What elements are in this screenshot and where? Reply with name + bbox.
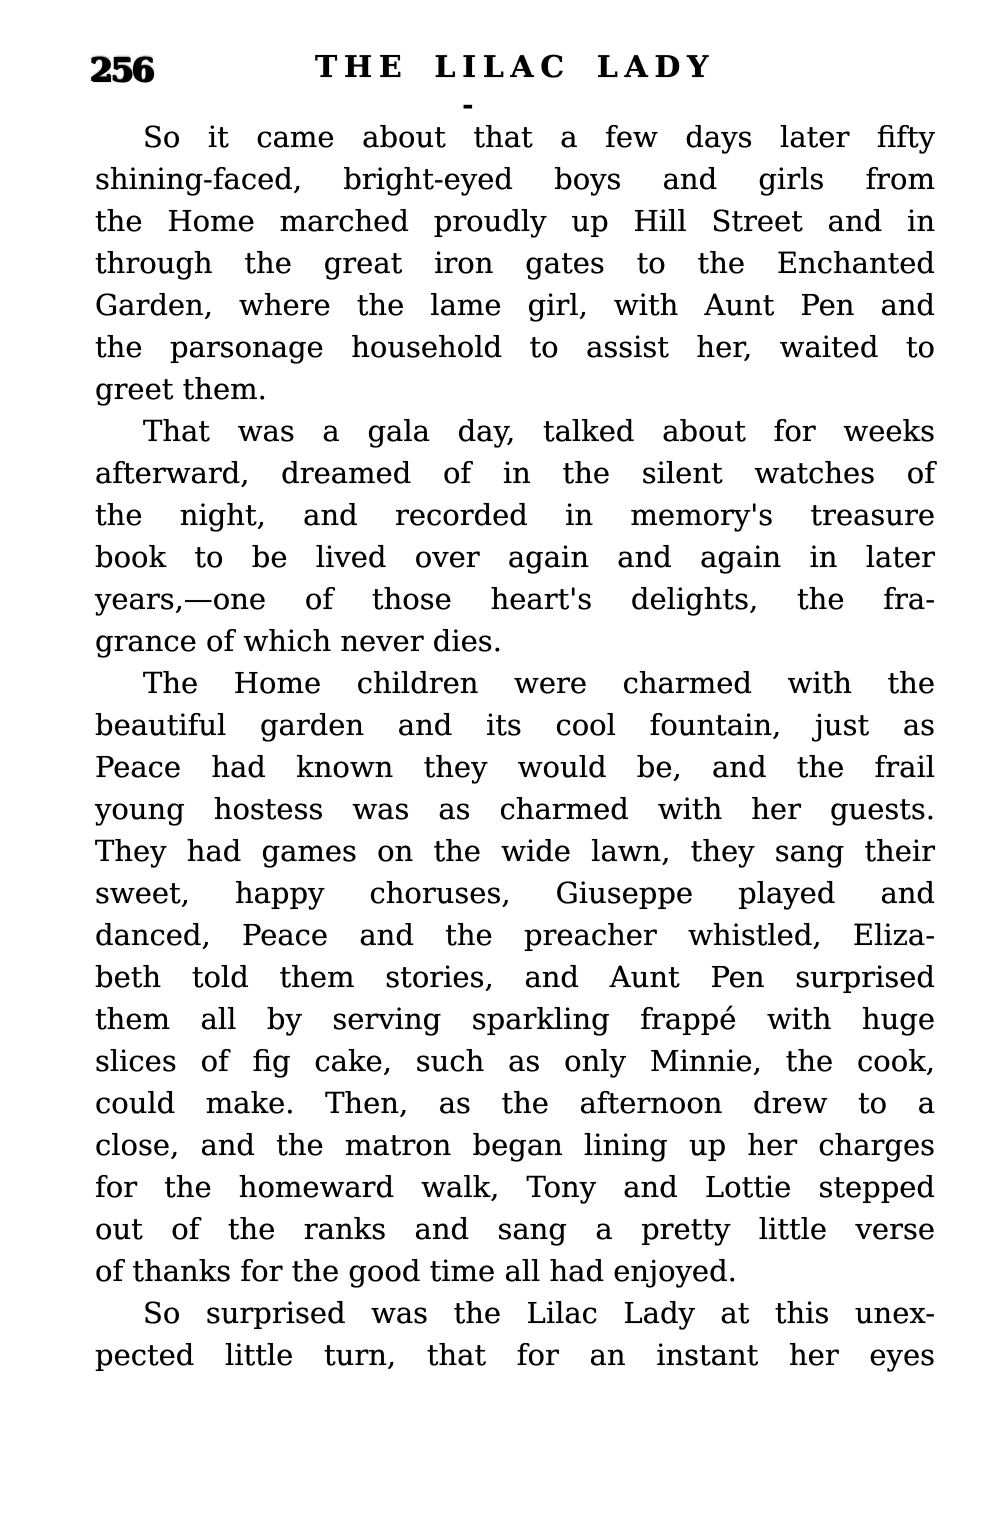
text-line: slices of fig cake, such as only Minnie, the cook,	[95, 1044, 935, 1078]
page-number: 256	[90, 50, 153, 89]
text-line: out of the ranks and sang a pretty little verse	[95, 1212, 935, 1246]
body-text	[95, 116, 935, 1376]
text-line: afterward, dreamed of in the silent watches of	[95, 456, 935, 490]
text-line: beth told them stories, and Aunt Pen surprised	[95, 960, 935, 994]
text-line: through the great iron gates to the Enchanted	[95, 246, 935, 280]
text-line: shining-faced, bright-eyed boys and girls from	[95, 162, 935, 196]
running-title: THE LILAC LADY	[315, 50, 715, 85]
text-line: for the homeward walk, Tony and Lottie stepped	[95, 1170, 935, 1204]
text-line: They had games on the wide lawn, they sang their	[95, 834, 935, 868]
text-line: sweet, happy choruses, Giuseppe played and	[95, 876, 935, 910]
text-line: Peace had known they would be, and the frail	[95, 750, 935, 784]
text-line: the night, and recorded in memory's treasure	[95, 498, 935, 532]
text-line: them all by serving sparkling frappé with huge	[95, 1002, 935, 1036]
text-line: Garden, where the lame girl, with Aunt Pen and	[95, 288, 935, 322]
text-line: pected little turn, that for an instant her eyes	[95, 1338, 935, 1372]
text-line: So surprised was the Lilac Lady at this unex-	[143, 1296, 935, 1330]
text-line: young hostess was as charmed with her guests.	[95, 792, 935, 826]
text-line: grance of which never dies.	[95, 624, 502, 658]
text-line: greet them.	[95, 372, 267, 406]
text-line: The Home children were charmed with the	[143, 666, 935, 700]
text-line: beautiful garden and its cool fountain, just as	[95, 708, 935, 742]
text-line: could make. Then, as the afternoon drew to a	[95, 1086, 935, 1120]
text-line: book to be lived over again and again in later	[95, 540, 935, 574]
text-line: of thanks for the good time all had enjoyed.	[95, 1254, 737, 1288]
text-line: the Home marched proudly up Hill Street and in	[95, 204, 935, 238]
text-line: years,—one of those heart's delights, the fra-	[95, 582, 935, 616]
text-line: That was a gala day, talked about for weeks	[143, 414, 935, 448]
text-line: close, and the matron began lining up her charges	[95, 1128, 935, 1162]
text-line: So it came about that a few days later fifty	[143, 120, 935, 154]
text-line: the parsonage household to assist her, waited to	[95, 330, 935, 364]
text-line: danced, Peace and the preacher whistled, Eliza-	[95, 918, 935, 952]
header-mark-artifact: -	[462, 88, 474, 121]
